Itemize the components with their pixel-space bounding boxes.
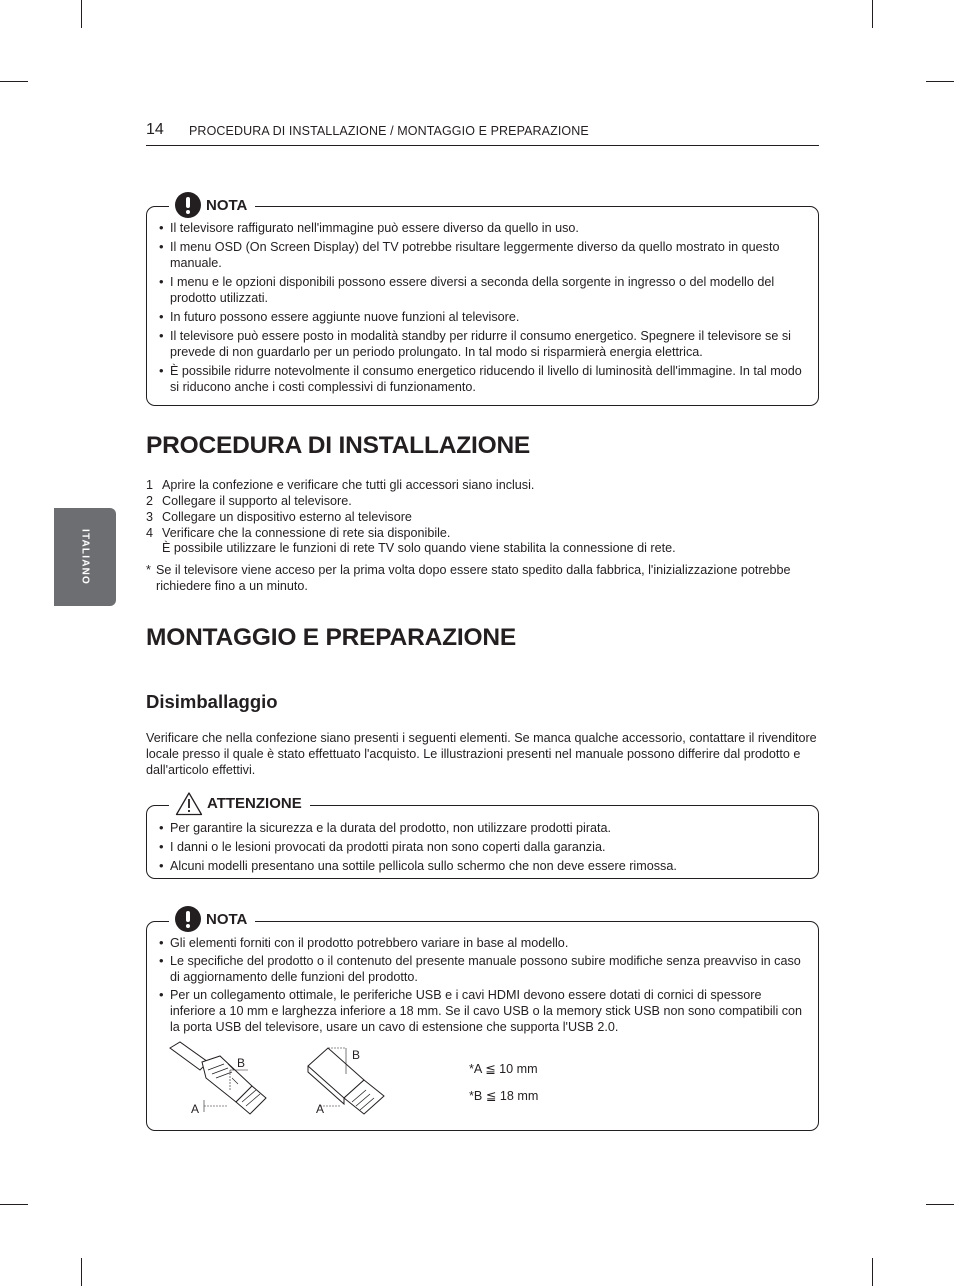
note-label-text: NOTA: [206, 196, 248, 214]
footnote-text: Se il televisore viene acceso per la prima volta dopo essere stato spedito dalla fabbrica, l'inizializzazione potrebbe richiedere fino a un minuto.: [156, 563, 791, 593]
dimension-a-limit: *A ≦ 10 mm: [469, 1062, 538, 1076]
list-item: • I menu e le opzioni disponibili possono essere diversi a seconda della sorgente in ingresso o del modello del prodotto utilizzati.: [159, 274, 806, 306]
dimension-label-a: A: [191, 1102, 200, 1116]
install-footnote: [146, 562, 806, 594]
page-header: [146, 121, 819, 146]
list-item: • Le specifiche del prodotto o il contenuto del presente manuale possono subire modifiche senza preavviso in caso di aggiornamento delle funzioni del prodotto.: [159, 953, 806, 985]
step-text: Aprire la confezione e verificare che tutti gli accessori siano inclusi.: [162, 478, 535, 492]
note-list: [159, 935, 806, 1035]
language-tab: [54, 508, 116, 606]
step-text: Verificare che la connessione di rete sia disponibile.: [162, 526, 451, 540]
caution-box: [146, 794, 819, 879]
step-item: [146, 509, 806, 525]
list-item: • I danni o le lesioni provocati da prodotti pirata non sono coperti dalla garanzia.: [159, 839, 806, 855]
step-text: Collegare il supporto al televisore.: [162, 494, 352, 508]
list-item: • In futuro possono essere aggiunte nuove funzioni al televisore.: [159, 309, 806, 325]
install-steps: [146, 477, 806, 556]
list-item: • Il menu OSD (On Screen Display) del TV potrebbe risultare leggermente diverso da quello mostrato in questo manuale.: [159, 239, 806, 271]
exclamation-circle-icon: [175, 906, 201, 932]
page-number: 14: [146, 121, 164, 138]
list-item: • Per un collegamento ottimale, le periferiche USB e i cavi HDMI devono essere dotati di cornici di spessore inferiore a 10 mm e larghezza inferiore a 18 mm. Se il cavo USB o la memory stick USB non sono compatibili con la porta USB del televisore, usare un cavo di estensione che supporta l'USB 2.0.: [159, 987, 806, 1035]
note-label: [169, 191, 255, 219]
step-item: [146, 477, 806, 493]
step-number: 1: [146, 478, 154, 492]
dimension-label-b: B: [352, 1048, 361, 1062]
crop-mark: [926, 1204, 954, 1205]
section-title-assembly: MONTAGGIO E PREPARAZIONE: [146, 624, 516, 651]
hdmi-cable-illustration: [168, 1040, 273, 1120]
step-number: 3: [146, 510, 154, 524]
list-item: • Il televisore può essere posto in modalità standby per ridurre il consumo energetico. Spegnere il televisore se si prevede di non guardarlo per un periodo prolungato. In tal modo si risparmierà energia elettrica.: [159, 328, 806, 360]
list-item: • Il televisore raffigurato nell'immagine può essere diverso da quello in uso.: [159, 220, 806, 236]
crop-mark: [926, 81, 954, 82]
list-item: • Gli elementi forniti con il prodotto potrebbero variare in base al modello.: [159, 935, 806, 951]
language-tab-label: ITALIANO: [79, 528, 91, 586]
crop-mark: [872, 0, 873, 28]
note-list: [159, 220, 806, 395]
crop-mark: [0, 81, 28, 82]
running-head: PROCEDURA DI INSTALLAZIONE / MONTAGGIO E PREPARAZIONE: [189, 124, 589, 138]
crop-mark: [81, 0, 82, 28]
note-box: [146, 196, 819, 406]
step-text: È possibile utilizzare le funzioni di rete TV solo quando viene stabilita la connessione di rete.: [162, 541, 676, 555]
dimension-b-limit: *B ≦ 18 mm: [469, 1089, 539, 1103]
caution-list: [159, 820, 806, 874]
list-item: • È possibile ridurre notevolmente il consumo energetico riducendo il livello di luminosità dell'immagine. In tal modo si riducono anche i costi complessivi di funzionamento.: [159, 363, 806, 395]
list-item: • Alcuni modelli presentano una sottile pellicola sullo schermo che non deve essere rimossa.: [159, 858, 806, 874]
footnote-mark: *: [146, 563, 151, 577]
exclamation-circle-icon: [175, 192, 201, 218]
crop-mark: [0, 1204, 28, 1205]
caution-label-text: ATTENZIONE: [207, 794, 302, 812]
step-item: [146, 525, 806, 541]
step-number: 4: [146, 526, 154, 540]
dimension-label-a: A: [316, 1102, 325, 1116]
step-item: [146, 493, 806, 509]
step-text: Collegare un dispositivo esterno al televisore: [162, 510, 412, 524]
step-item-continuation: [146, 540, 806, 556]
list-item: • Per garantire la sicurezza e la durata del prodotto, non utilizzare prodotti pirata.: [159, 820, 806, 836]
unpacking-intro: Verificare che nella confezione siano presenti i seguenti elementi. Se manca qualche accessorio, contattare il rivenditore locale presso il quale è stato effettuato l'acquisto. Le illustrazioni presenti nel manuale possono differire dal prodotto e dall'articolo effettivi.: [146, 731, 817, 777]
dimension-label-b: B: [237, 1056, 246, 1070]
crop-mark: [872, 1258, 873, 1286]
subsection-title-unpacking: Disimballaggio: [146, 691, 278, 712]
caution-label: [169, 789, 310, 817]
section-title-installation: PROCEDURA DI INSTALLAZIONE: [146, 432, 531, 459]
note-label: [169, 905, 255, 933]
note-label-text: NOTA: [206, 910, 248, 928]
crop-mark: [81, 1258, 82, 1286]
warning-triangle-icon: [175, 791, 203, 816]
step-number: 2: [146, 494, 154, 508]
